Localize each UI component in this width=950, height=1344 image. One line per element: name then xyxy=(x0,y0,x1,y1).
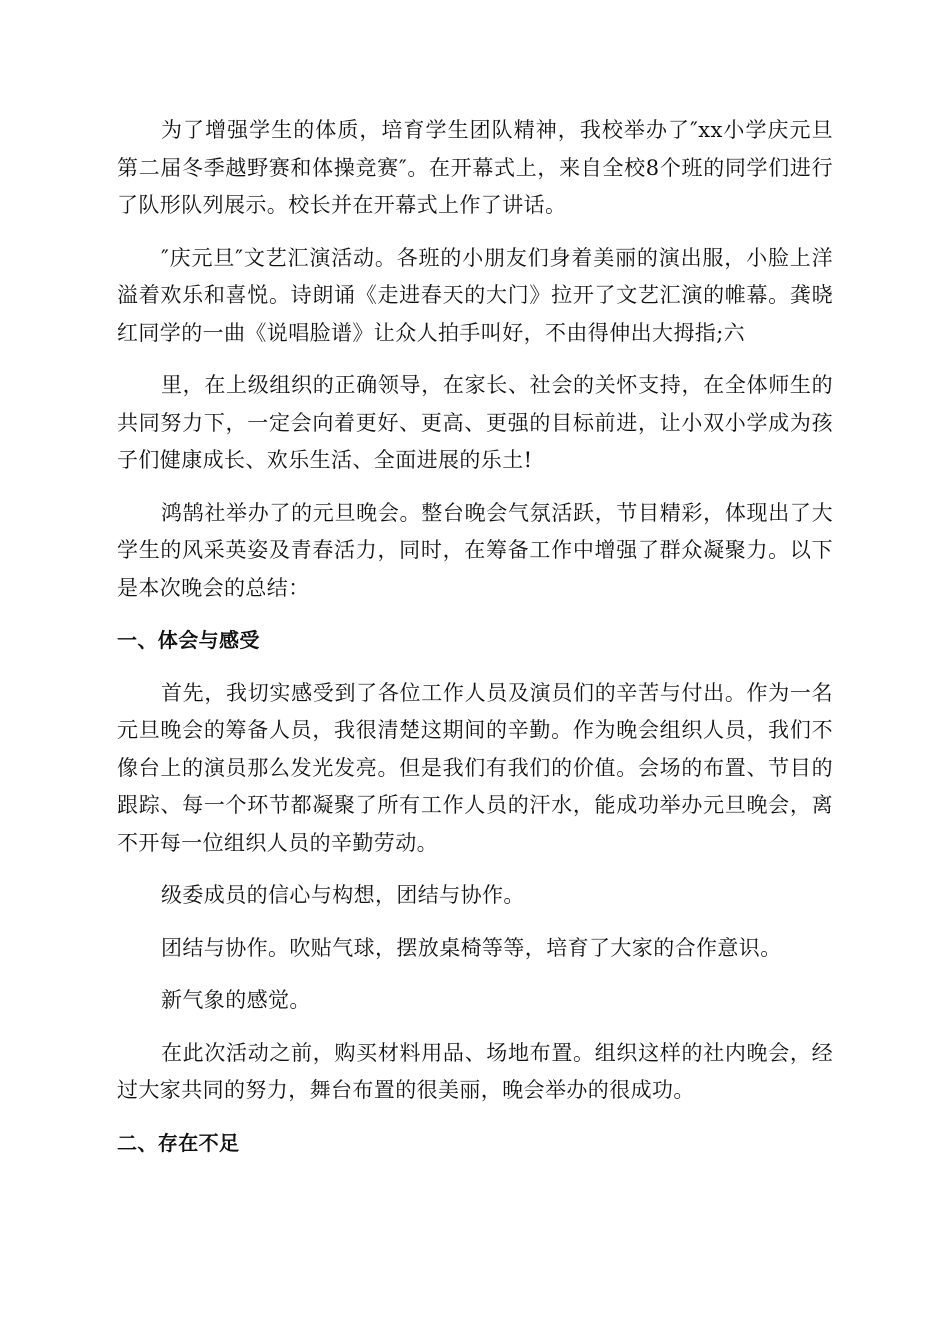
paragraph-teamwork: 团结与协作。吹贴气球，摆放桌椅等等，培育了大家的合作意识。 xyxy=(161,935,782,960)
paragraph-sports-event: 为了增强学生的体质，培育学生团队精神，我校举办了″xx小学庆元旦第二届冬季越野赛和体操竞赛″。在开幕式上，来自全校8个班的同学们进行了队形队列展示。校长并在开幕式上作了讲话。 xyxy=(117,118,833,217)
paragraph-art-performance: ″庆元旦″文艺汇演活动。各班的小朋友们身着美丽的演出服，小脸上洋溢着欢乐和喜悦。诗朗诵《走进春天的大门》拉开了文艺汇演的帷幕。龚晓红同学的一曲《说唱脸谱》让众人拍手叫好，不由得伸出大拇指;六 xyxy=(117,245,833,345)
paragraph-preparation: 在此次活动之前，购买材料用品、场地布置。组织这样的社内晚会，经过大家共同的努力，舞台布置的很美丽，晚会举办的很成功。 xyxy=(117,1040,833,1102)
paragraph-committee-confidence: 级委成员的信心与构想，团结与协作。 xyxy=(161,883,525,907)
paragraph-new-feeling: 新气象的感觉。 xyxy=(161,988,311,1012)
paragraph-school-future: 里，在上级组织的正确领导，在家长、社会的关怀支持，在全体师生的共同努力下，一定会向着更好、更高、更强的目标前进，让小双小学成为孩子们健康成长、欢乐生活、全面进展的乐土! xyxy=(117,373,833,472)
document-body xyxy=(117,112,833,1177)
section-heading-experience: 一、体会与感受 xyxy=(117,628,260,652)
paragraph-new-year-party: 鸿鹄社举办了的元旦晚会。整台晚会气氛活跃，节目精彩，体现出了大学生的风采英姿及青春活力，同时，在筹备工作中增强了群众凝聚力。以下是本次晚会的总结： xyxy=(117,500,833,600)
paragraph-staff-effort: 首先，我切实感受到了各位工作人员及演员们的辛苦与付出。作为一名元旦晚会的筹备人员，我很清楚这期间的辛勤。作为晚会组织人员，我们不像台上的演员那么发光发亮。但是我们有我们的价值。会场的布置、节目的跟踪、每一个环节都凝聚了所有工作人员的汗水，能成功举办元旦晚会，离不开每一位组织人员的辛勤劳动。 xyxy=(117,680,833,855)
section-heading-shortcomings: 二、存在不足 xyxy=(117,1130,240,1155)
